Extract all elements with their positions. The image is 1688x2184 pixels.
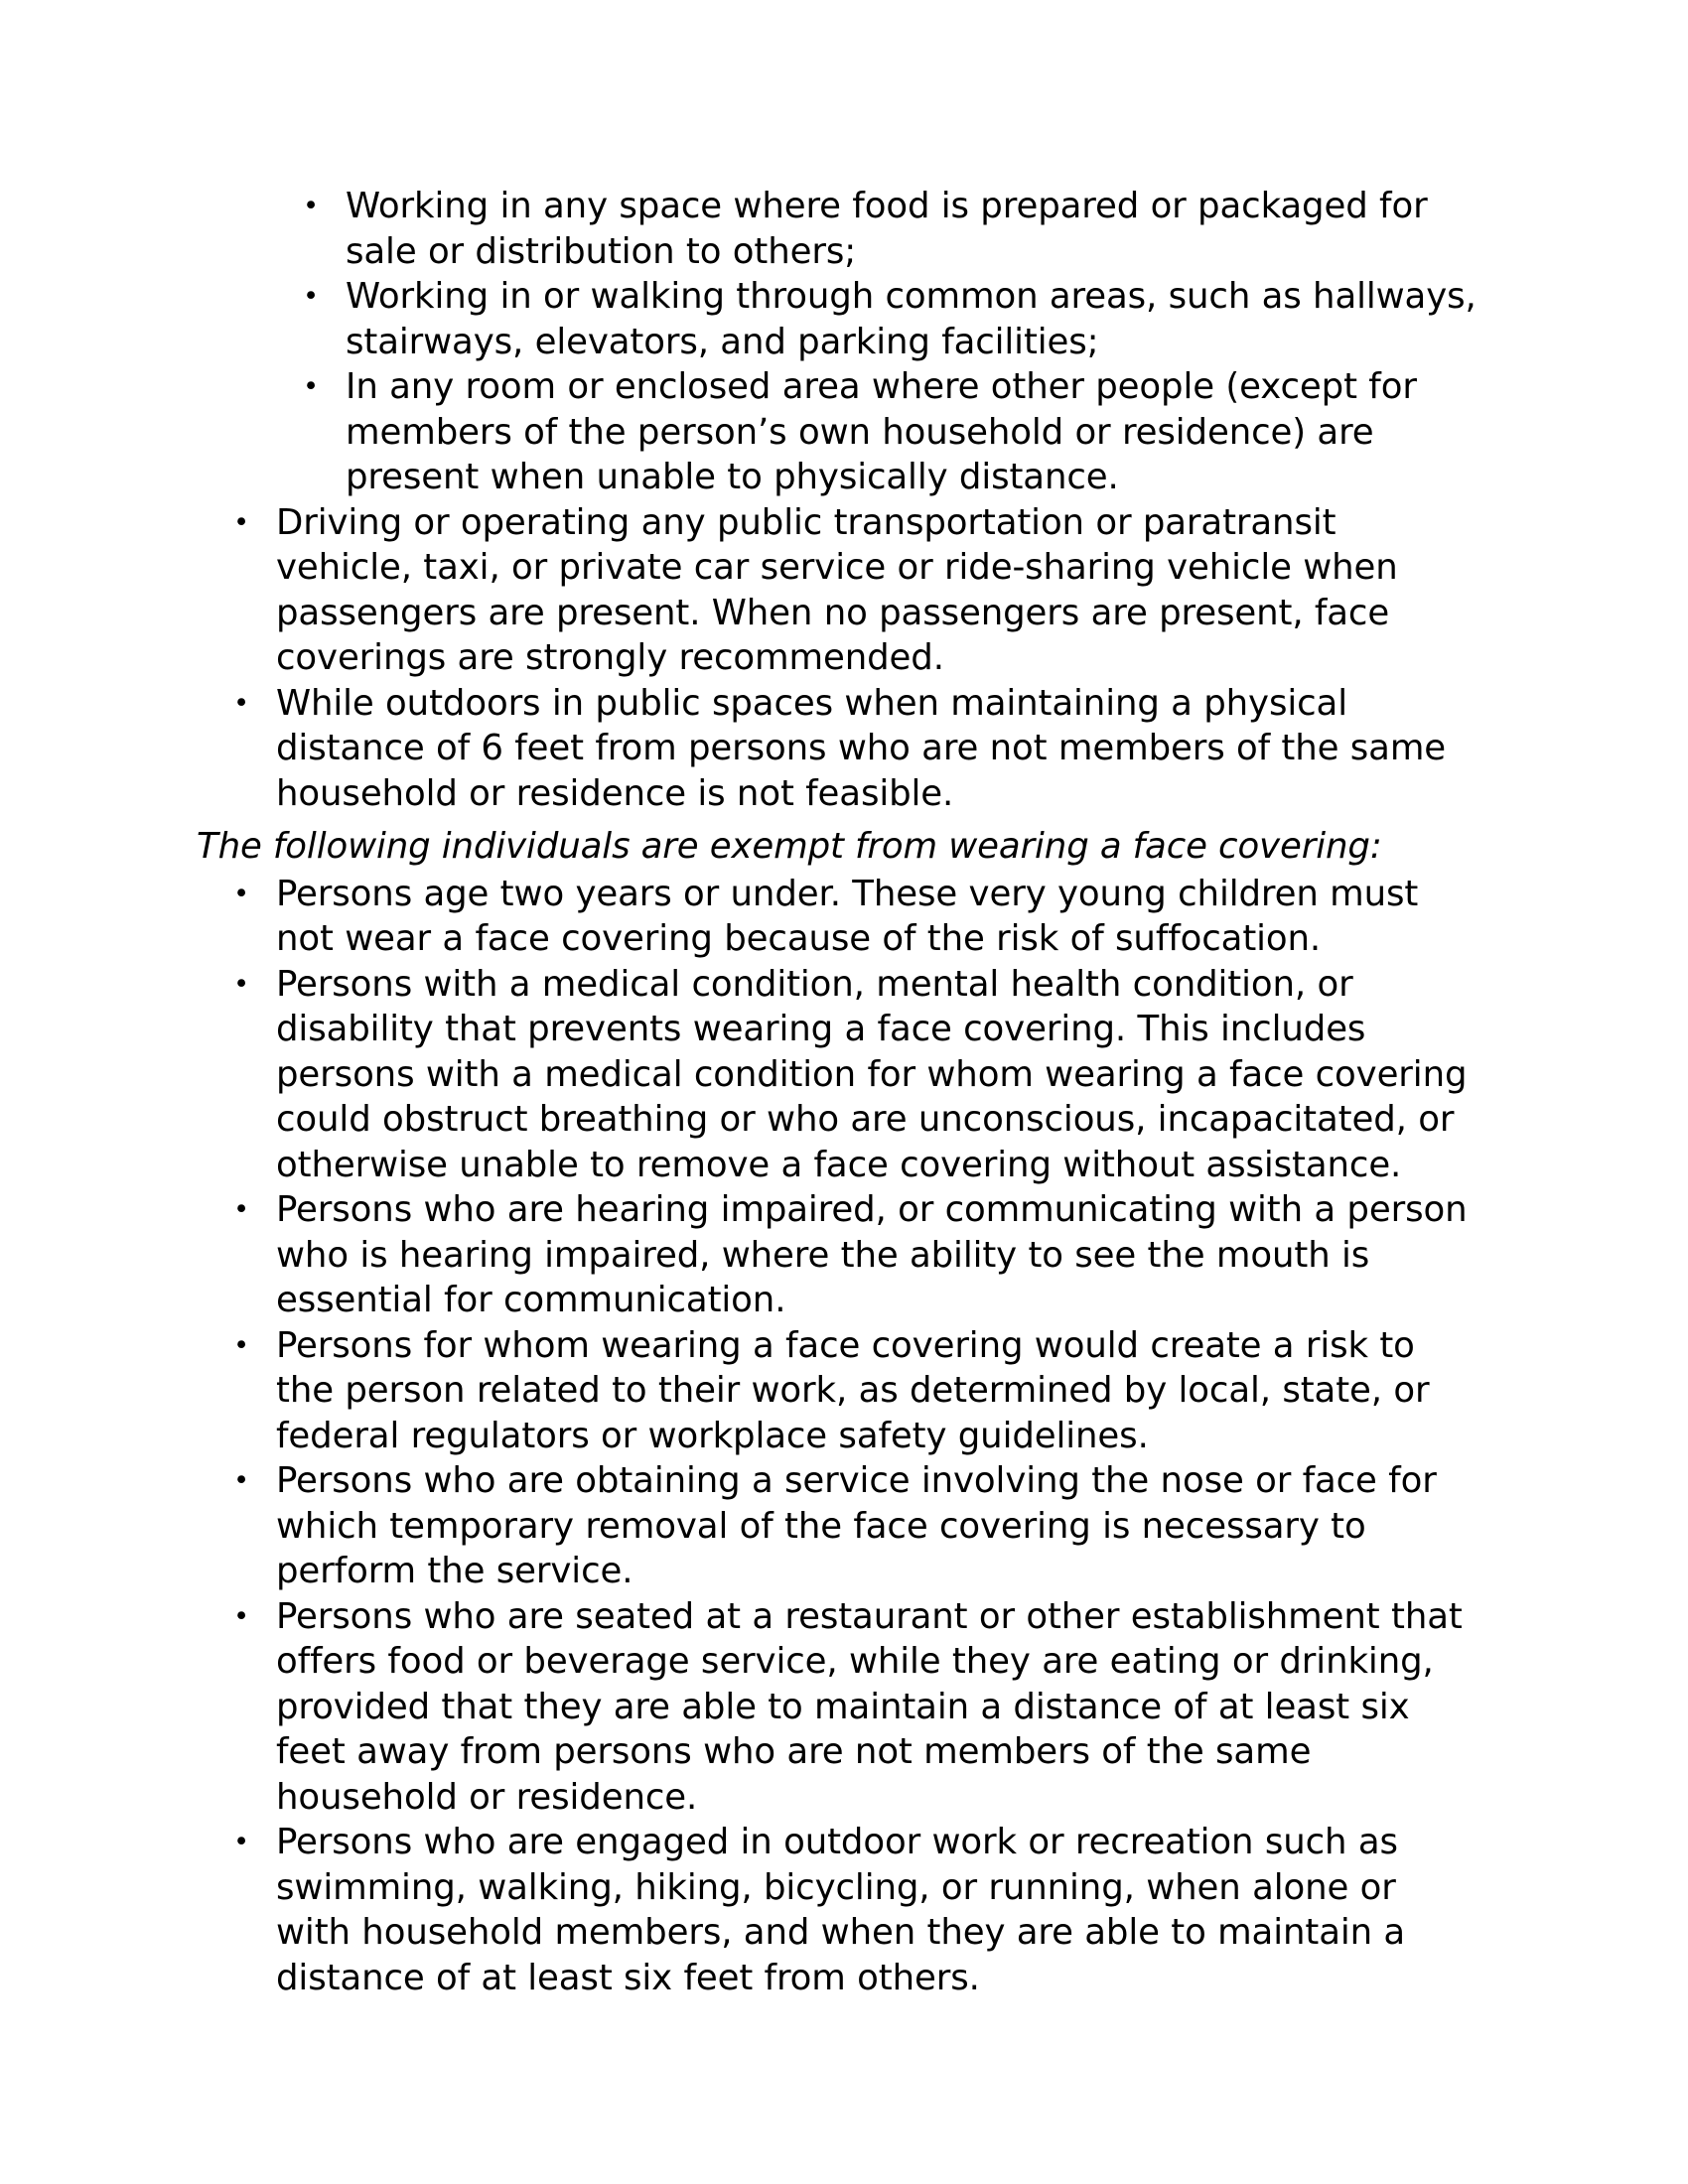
list-item: [197, 1458, 1477, 1594]
sublist-required-situations: [197, 184, 1477, 500]
list-item-text: Persons who are engaged in outdoor work or recreation such as swimming, walking, hiking, bicycling, or running, when alone or with household members, and when they are able to maintain a distance of at least six feet from others.: [276, 1822, 1406, 1998]
bullet-icon: •: [303, 191, 319, 221]
list-item: [197, 1594, 1477, 1821]
list-item-text: Driving or operating any public transportation or paratransit vehicle, taxi, or private car service or ride-sharing vehicle when passengers are present. When no passengers are present, face coverings are strongly recommended.: [276, 501, 1398, 678]
list-item: [197, 872, 1477, 962]
bullet-icon: •: [233, 968, 249, 1000]
list-item-text: Working in any space where food is prepared or packaged for sale or distribution to others;: [346, 186, 1428, 272]
document-body: [197, 184, 1477, 2000]
list-item-text: Persons age two years or under. These very young children must not wear a face covering because of the risk of suffocation.: [276, 873, 1419, 959]
list-item-text: Persons who are hearing impaired, or communicating with a person who is hearing impaired, where the ability to see the mouth is essential for communication.: [276, 1189, 1468, 1320]
list-item: [197, 1323, 1477, 1459]
list-item: [197, 681, 1477, 817]
exemptions-heading: The following individuals are exempt from wearing a face covering:: [197, 826, 1382, 867]
bullet-icon: •: [303, 281, 319, 312]
list-item-text: Persons who are seated at a restaurant or other establishment that offers food or beverage service, while they are eating or drinking, provided that they are able to maintain a distance of at least six feet away from persons who are not members of the same household or residence.: [276, 1595, 1463, 1818]
list-item: [266, 364, 1477, 500]
list-item: [197, 962, 1477, 1188]
bullet-icon: •: [233, 1329, 249, 1361]
list-item-text: Working in or walking through common areas, such as hallways, stairways, elevators, and parking facilities;: [346, 276, 1477, 362]
list-required-situations: [197, 500, 1477, 817]
list-item-text: While outdoors in public spaces when maintaining a physical distance of 6 feet from persons who are not members of the same household or residence is not feasible.: [276, 682, 1447, 814]
list-item: [197, 500, 1477, 681]
list-exemptions: [197, 872, 1477, 2001]
bullet-icon: •: [233, 1600, 249, 1632]
list-item-text: Persons for whom wearing a face covering would create a risk to the person related to their work, as determined by local, state, or federal regulators or workplace safety guidelines.: [276, 1324, 1430, 1456]
list-item-text: Persons with a medical condition, mental health condition, or disability that prevents wearing a face covering. This includes persons with a medical condition for whom wearing a face covering could obstruct breathing or who are unconscious, incapacitated, or otherwise unable to remove a face covering without assistance.: [276, 963, 1468, 1185]
bullet-icon: •: [233, 1465, 249, 1496]
list-item: [266, 184, 1477, 274]
bullet-icon: •: [303, 371, 319, 402]
list-item: [197, 1820, 1477, 2000]
list-item-text: Persons who are obtaining a service involving the nose or face for which temporary removal of the face covering is necessary to perform the service.: [276, 1460, 1437, 1591]
bullet-icon: •: [233, 878, 249, 909]
bullet-icon: •: [233, 1827, 249, 1857]
list-item: [197, 1187, 1477, 1323]
bullet-icon: •: [233, 1194, 249, 1225]
list-item-text: In any room or enclosed area where other people (except for members of the person’s own household or residence) are present when unable to physically distance.: [346, 366, 1417, 497]
bullet-icon: •: [233, 687, 249, 719]
bullet-icon: •: [233, 506, 249, 538]
list-item: [266, 274, 1477, 364]
